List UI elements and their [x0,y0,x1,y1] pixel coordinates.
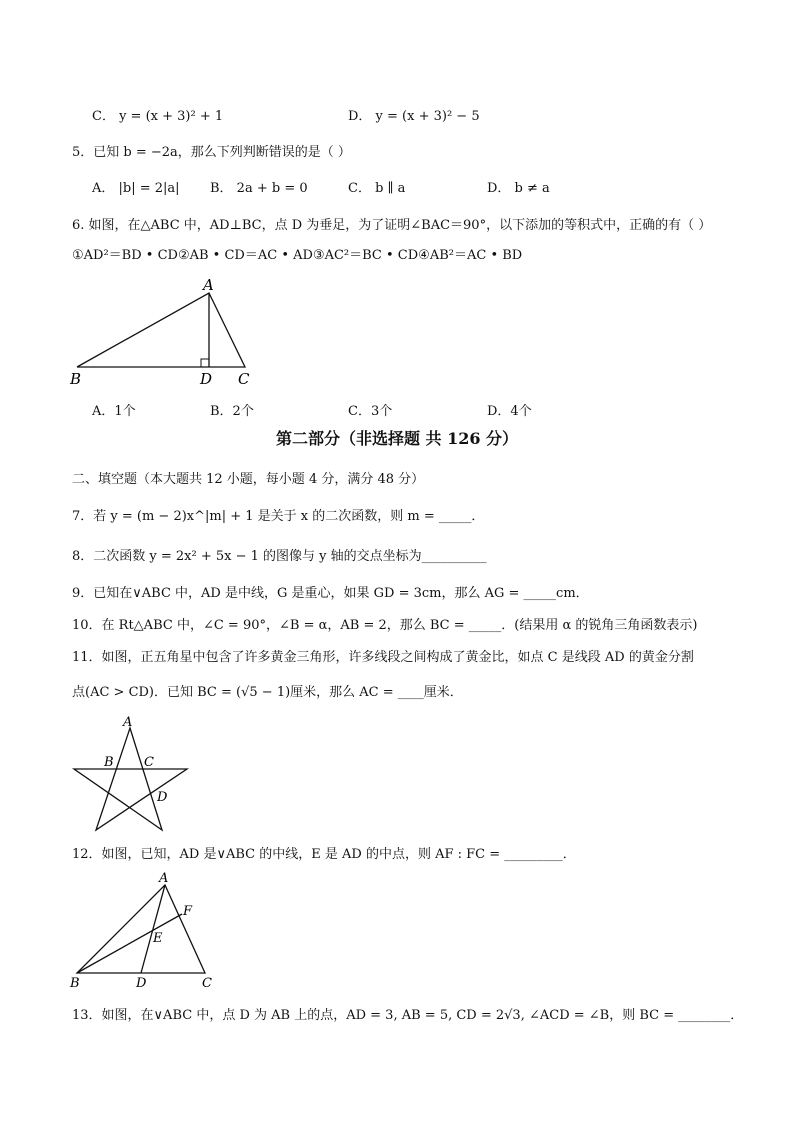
q5-stem: 5．已知 b = −2a，那么下列判断错误的是（ ） [72,145,351,160]
part2-title: 第二部分（非选择题 共 126 分） [275,429,519,448]
q5-option-c: C． b ∥ a [348,181,406,196]
q6-right-angle-mark [201,359,209,367]
q6-option-a: A．1个 [92,404,136,419]
q13-text: 13．如图，在∨ABC 中，点 D 为 AB 上的点，AD = 3, AB = 5, CD = 2√3, ∠ACD = ∠B，则 BC = ________． [72,1008,744,1023]
q12-label-a: A [159,871,169,886]
q11-line2: 点(AC > CD)．已知 BC = (√5 − 1)厘米，那么 AC = ____厘米． [72,685,463,700]
q11-label-b: B [104,755,114,770]
q12-label-e: E [153,931,163,946]
q11-star-lines [74,728,187,830]
q6-right-triangle-figure [60,274,270,392]
q5-option-a: A． |b| = 2|a| [92,181,180,196]
q4-option-c: C． y = (x + 3)² + 1 [92,109,224,124]
q6-option-c: C．3个 [348,404,393,419]
q6-stem: 6. 如图，在△ABC 中，AD⊥BC，点 D 为垂足，为了证明∠BAC＝90°，以下添加的等积式中，正确的有（ ） [72,218,712,233]
q5-option-b: B． 2a + b = 0 [210,181,308,196]
q12-label-c: C [202,976,212,991]
q12-label-d: D [136,976,147,991]
q6-option-b: B．2个 [210,404,254,419]
q6-label-a: A [203,276,214,294]
q8-text: 8．二次函数 y = 2x² + 5x − 1 的图像与 y 轴的交点坐标为__________ [72,549,487,564]
q6-label-d: D [200,370,213,388]
q11-label-c: C [144,755,154,770]
q11-label-d: D [157,790,168,805]
q6-list: ①AD²＝BD • CD②AB • CD＝AC • AD③AC²＝BC • CD④AB²＝AC • BD [72,248,523,263]
q5-option-d: D． b ≠ a [487,181,550,196]
q4-option-d: D． y = (x + 3)² − 5 [348,109,480,124]
q12-segment-bf [77,914,182,973]
q9-text: 9．已知在∨ABC 中，AD 是中线，G 是重心，如果 GD = 3cm，那么 AG = _____cm． [72,586,589,601]
q11-line1: 11．如图，正五角星中包含了许多黄金三角形，许多线段之间构成了黄金比，如点 C 是线段 AD 的黄金分割 [72,650,694,665]
q7-text: 7．若 y = (m − 2)x^|m| + 1 是关于 x 的二次函数，则 m = _____． [72,509,485,524]
q12-stem: 12．如图，已知，AD 是∨ABC 的中线，E 是 AD 的中点，则 AF : FC = _________． [72,847,576,862]
q6-label-b: B [70,370,82,388]
section2-heading: 二、填空题（本大题共 12 小题，每小题 4 分，满分 48 分） [72,472,425,487]
q12-label-b: B [70,976,80,991]
q6-option-d: D．4个 [487,404,532,419]
q12-label-f: F [183,904,193,919]
q12-triangle-abc [77,885,205,973]
q12-triangle-figure [62,870,232,992]
q12-median-ad [141,885,165,973]
q11-pentagram-figure [66,712,196,836]
q6-label-c: C [238,370,250,388]
q11-label-a: A [123,715,133,730]
q6-triangle-abc [77,293,245,367]
q10-text: 10．在 Rt△ABC 中，∠C = 90°，∠B = α，AB = 2，那么 BC = _____．(结果用 α 的锐角三角函数表示) [72,618,698,633]
